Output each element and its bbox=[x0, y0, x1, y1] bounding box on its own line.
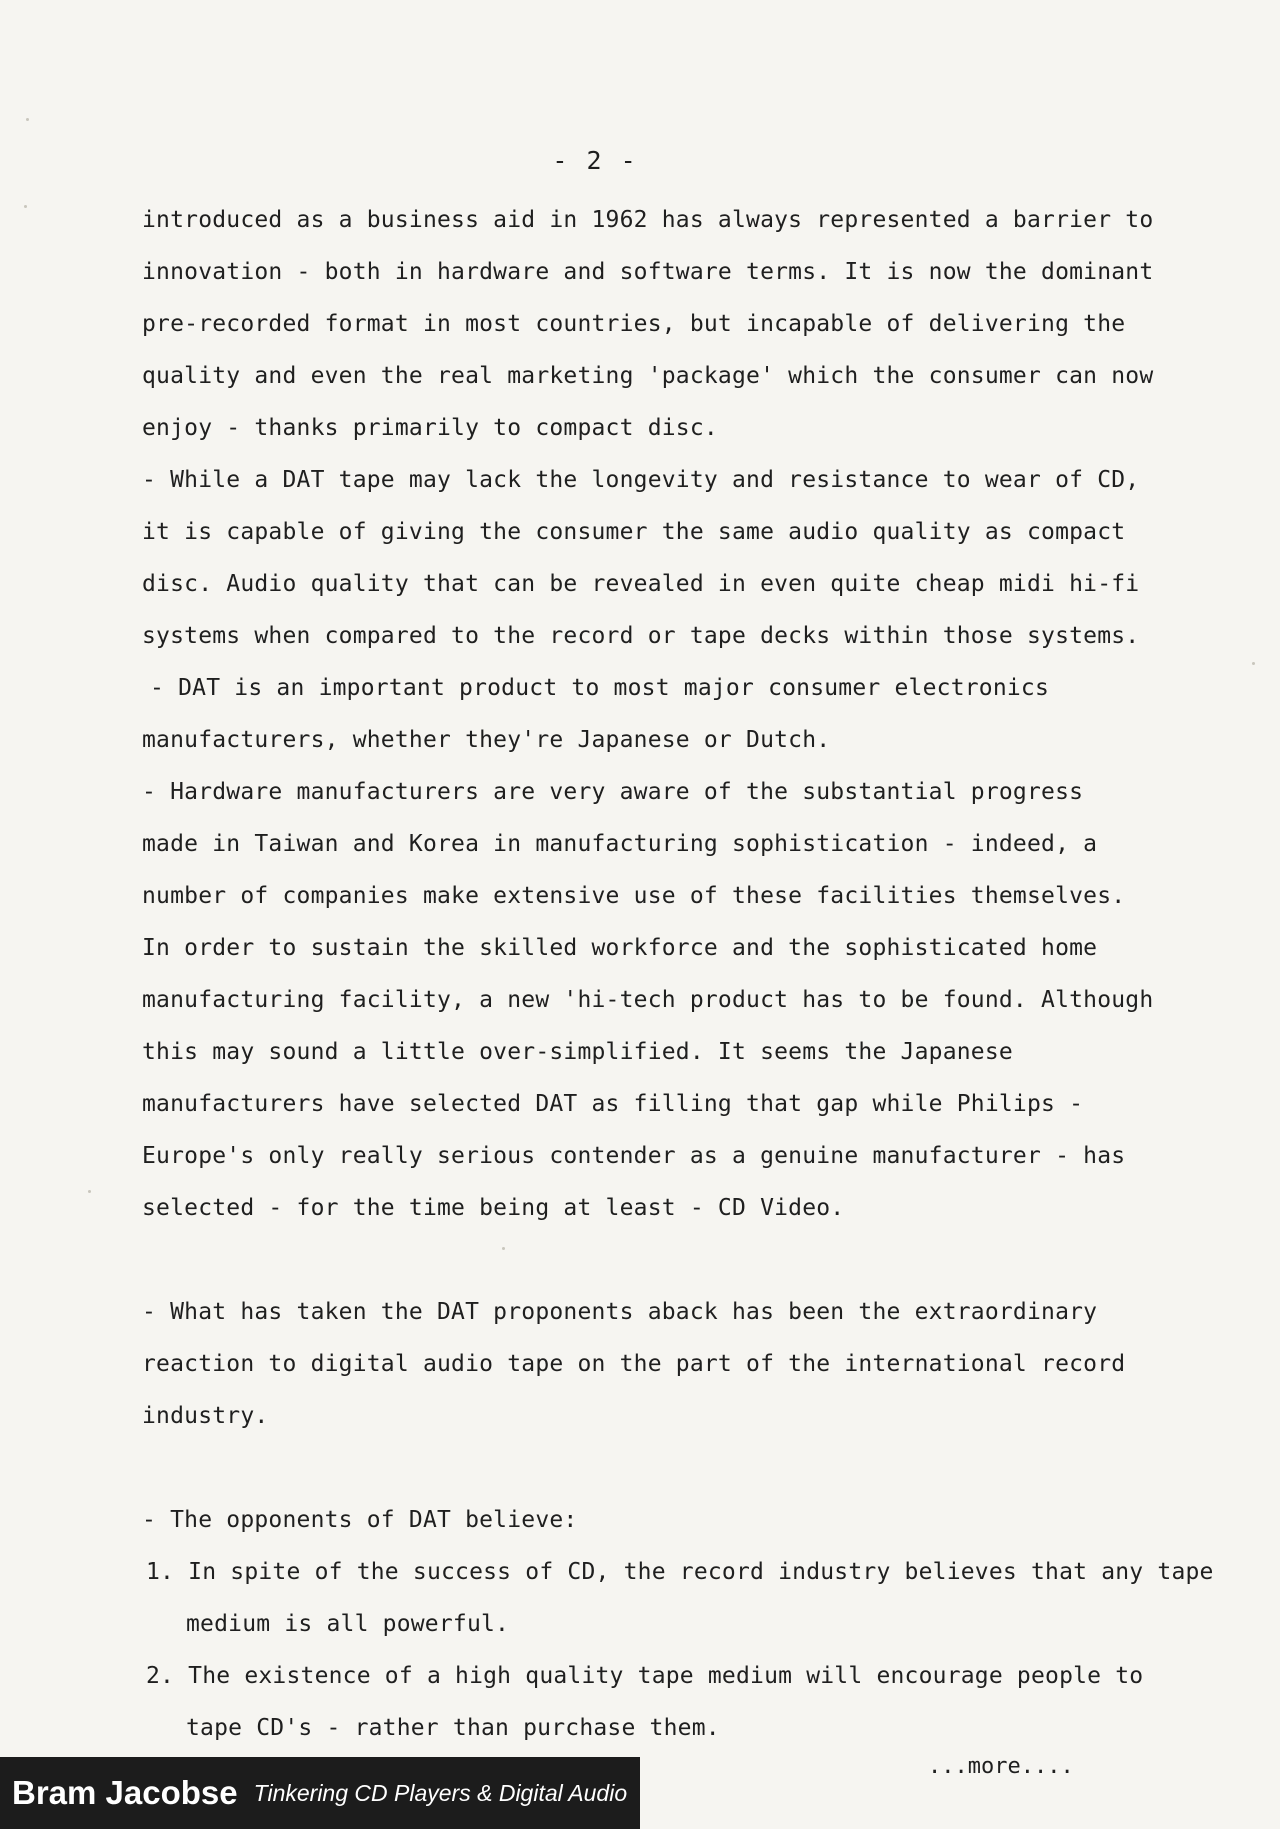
paper-speck bbox=[1252, 662, 1255, 665]
text-line: number of companies make extensive use of these facilities themselves. bbox=[142, 883, 1126, 909]
text-line: industry. bbox=[142, 1403, 269, 1429]
paper-speck bbox=[24, 205, 27, 208]
watermark-banner bbox=[0, 1757, 640, 1829]
paper-speck bbox=[88, 1190, 91, 1193]
numbered-item: 1. In spite of the success of CD, the record industry believes that any tape bbox=[146, 1559, 1214, 1585]
text-line: selected - for the time being at least - CD Video. bbox=[142, 1195, 845, 1221]
paragraph-gap bbox=[142, 1234, 1062, 1286]
text-line: enjoy - thanks primarily to compact disc. bbox=[142, 415, 718, 441]
paper-speck bbox=[502, 1247, 505, 1250]
text-line: - Hardware manufacturers are very aware of the substantial progress bbox=[142, 779, 1084, 805]
text-line: introduced as a business aid in 1962 has always represented a barrier to bbox=[142, 207, 1154, 233]
text-line: - While a DAT tape may lack the longevity and resistance to wear of CD, bbox=[142, 467, 1140, 493]
text-line: made in Taiwan and Korea in manufacturing sophistication - indeed, a bbox=[142, 831, 1098, 857]
text-line: pre-recorded format in most countries, but incapable of delivering the bbox=[142, 311, 1126, 337]
text-line: - What has taken the DAT proponents aback has been the extraordinary bbox=[142, 1299, 1098, 1325]
text-line: this may sound a little over-simplified. It seems the Japanese bbox=[142, 1039, 1013, 1065]
more-indicator: ...more.... bbox=[928, 1754, 1074, 1779]
text-line: disc. Audio quality that can be revealed in even quite cheap midi hi-fi bbox=[142, 571, 1140, 597]
text-line: innovation - both in hardware and software terms. It is now the dominant bbox=[142, 259, 1154, 285]
text-line: - DAT is an important product to most major consumer electronics bbox=[150, 675, 1050, 701]
document-body bbox=[142, 194, 1214, 1754]
text-line: In order to sustain the skilled workforce and the sophisticated home bbox=[142, 935, 1098, 961]
text-line: systems when compared to the record or tape decks within those systems. bbox=[142, 623, 1140, 649]
text-line: it is capable of giving the consumer the same audio quality as compact bbox=[142, 519, 1126, 545]
banner-name: Bram Jacobse bbox=[12, 1774, 238, 1811]
text-line: reaction to digital audio tape on the part of the international record bbox=[142, 1351, 1126, 1377]
numbered-item-continuation: tape CD's - rather than purchase them. bbox=[186, 1715, 720, 1741]
numbered-item-continuation: medium is all powerful. bbox=[186, 1611, 510, 1637]
text-line: - The opponents of DAT believe: bbox=[142, 1507, 578, 1533]
text-line: Europe's only really serious contender as a genuine manufacturer - has bbox=[142, 1143, 1126, 1169]
text-line: quality and even the real marketing 'package' which the consumer can now bbox=[142, 363, 1154, 389]
banner-tagline: Tinkering CD Players & Digital Audio bbox=[253, 1779, 628, 1806]
paragraph-gap bbox=[142, 1442, 1062, 1494]
numbered-item: 2. The existence of a high quality tape medium will encourage people to bbox=[146, 1663, 1144, 1689]
page-number: - 2 - bbox=[552, 146, 638, 175]
text-line: manufacturers, whether they're Japanese or Dutch. bbox=[142, 727, 831, 753]
text-line: manufacturing facility, a new 'hi-tech product has to be found. Although bbox=[142, 987, 1154, 1013]
text-line: manufacturers have selected DAT as filling that gap while Philips - bbox=[142, 1091, 1084, 1117]
paper-speck bbox=[26, 118, 29, 121]
